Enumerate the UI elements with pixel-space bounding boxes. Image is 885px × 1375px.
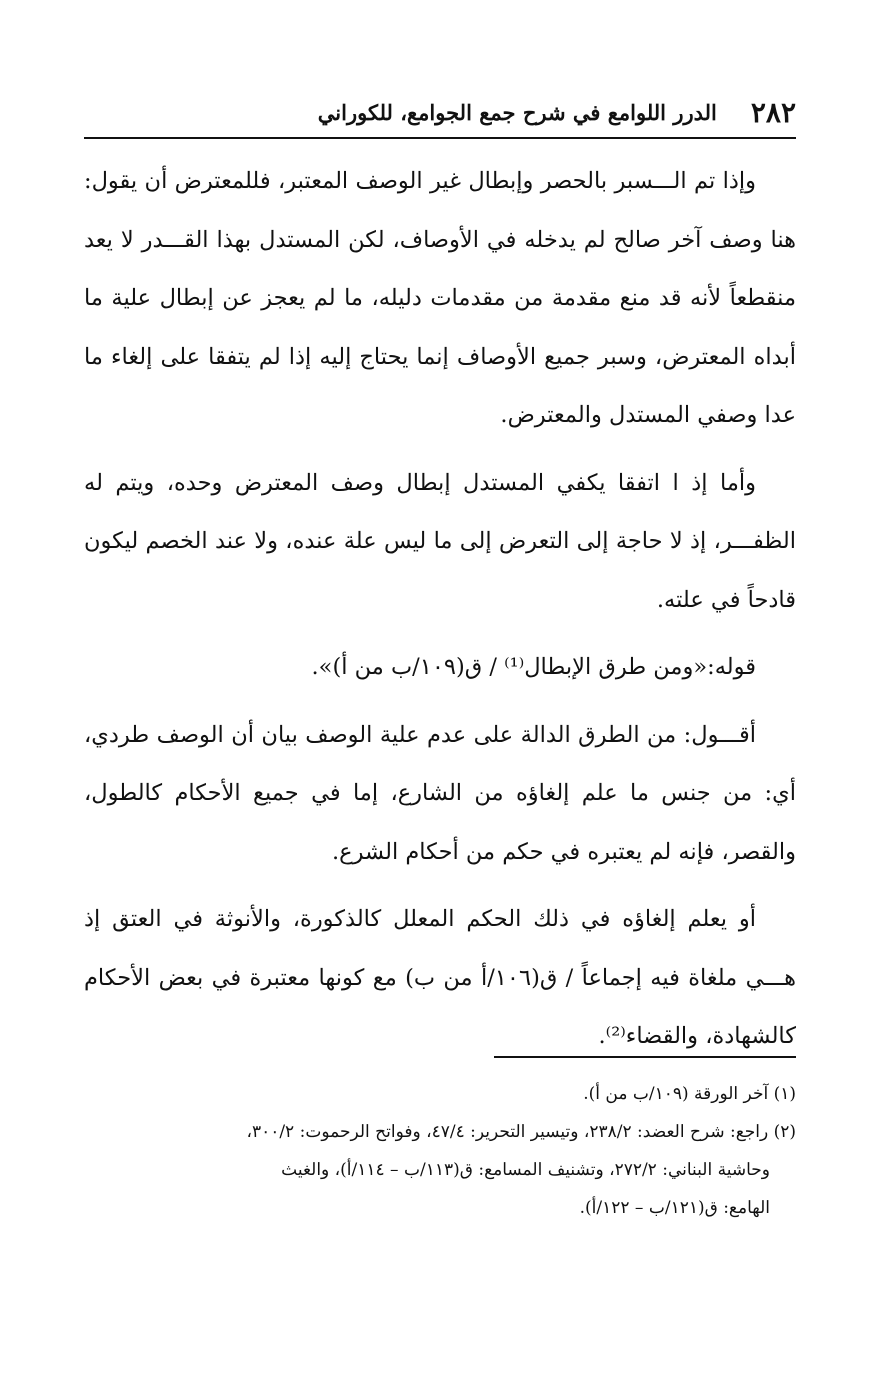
paragraph-5: أو يعلم إلغاؤه في ذلك الحكم المعلل كالذكورة، والأنوثة في العتق إذ هـــي ملغاة فيه إجماعاً / ق(١٠٦/أ من ب) مع كونها معتبرة في بعض الأحكام كالشهادة، والقضاء⁽²⁾.	[84, 906, 796, 1049]
footnote-2-line-2: وحاشية البناني: ٢٧٢/٢، وتشنيف المسامع: ق(١١٣/ب – ١١٤/أ)، والغيث	[281, 1160, 770, 1180]
footnotes	[84, 1075, 796, 1227]
paragraph-2: وأما إذ ا اتفقا يكفي المستدل إبطال وصف المعترض وحده، ويتم له الظفـــر، إذ لا حاجة إلى التعرض إلى ما ليس علة عنده، ولا عند الخصم ليكون قادحاً في علته.	[84, 469, 796, 613]
paragraph-3: قوله:«ومن طرق الإبطال⁽¹⁾ / ق(١٠٩/ب من أ)».	[311, 654, 756, 680]
footnote-2-line-1: (٢) راجع: شرح العضد: ٢٣٨/٢، وتيسير التحرير: ٤٧/٤، وفواتح الرحموت: ٣٠٠/٢،	[246, 1122, 796, 1142]
footnote-1: (١) آخر الورقة (١٠٩/ب من أ).	[583, 1084, 796, 1104]
footnote-2-line-3: الهامع: ق(١٢١/ب – ١٢٢/أ).	[579, 1198, 770, 1218]
footnote-divider	[494, 1056, 796, 1058]
paragraph-1: وإذا تم الـــسبر بالحصر وإبطال غير الوصف المعتبر، فللمعترض أن يقول: هنا وصف آخر صالح لم يدخله في الأوصاف، لكن المستدل بهذا القـــدر لا يعد منقطعاً لأنه قد منع مقدمة من مقدمات دليله، ما لم يعجز عن إبطال علية ما أبداه المعترض، وسبر جميع الأوصاف إنما يحتاج إليه إذا لم يتفقا على إلغاء ما عدا وصفي المستدل والمعترض.	[84, 168, 796, 428]
running-title: الدرر اللوامع في شرح جمع الجوامع، للكوراني	[317, 99, 717, 125]
paragraph-4: أقـــول: من الطرق الدالة على عدم علية الوصف بيان أن الوصف طردي، أي: من جنس ما علم إلغاؤه من الشارع، إما في جميع الأحكام كالطول، والقصر، فإنه لم يعتبره في حكم من أحكام الشرع.	[84, 721, 796, 865]
header-divider	[84, 137, 796, 139]
main-text	[84, 152, 796, 1066]
page-number: ٢٨٢	[750, 95, 796, 129]
page-header	[84, 92, 796, 132]
